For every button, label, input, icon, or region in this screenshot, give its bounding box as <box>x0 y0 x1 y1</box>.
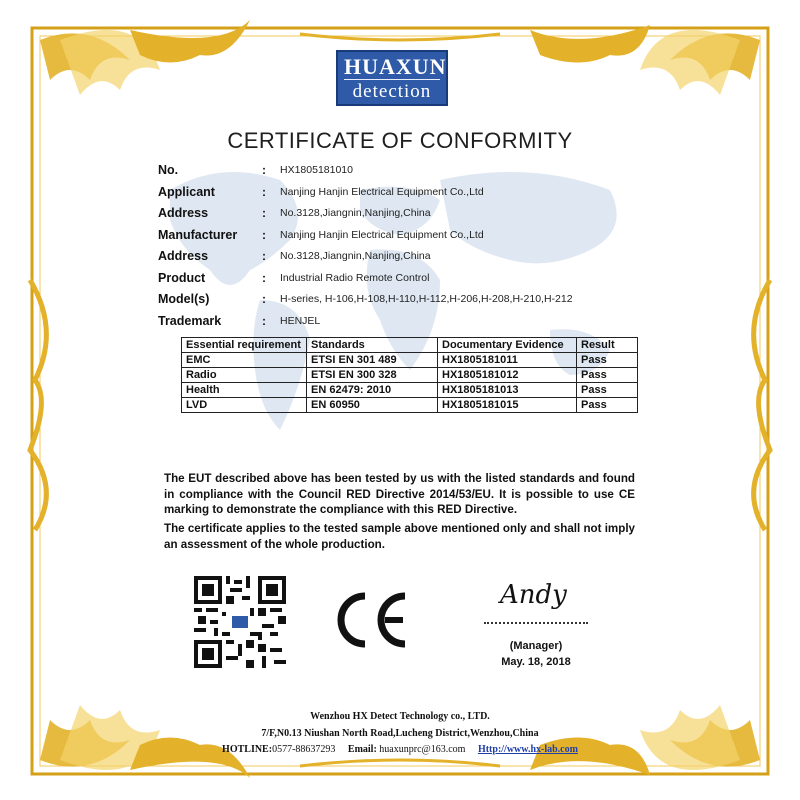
table-row <box>182 368 638 383</box>
table-cell: Health <box>182 383 307 398</box>
footer-company: Wenzhou HX Detect Technology co., LTD. <box>310 711 490 722</box>
info-value: H-series, H-106,H-108,H-110,H-112,H-206,H-208,H-210,H-212 <box>280 293 573 305</box>
table-row <box>182 398 638 413</box>
email-address[interactable]: huaxunprc@163.com <box>379 744 466 755</box>
email-label: Email: <box>347 744 377 755</box>
qr-code-icon <box>194 576 286 668</box>
hotline-label: HOTLINE: <box>222 744 273 755</box>
column-header: Result <box>577 338 638 353</box>
signatory-role: (Manager) <box>509 640 563 652</box>
ce-mark-icon <box>335 592 411 648</box>
table-cell: HX1805181012 <box>438 368 577 383</box>
table-cell: Pass <box>577 398 638 413</box>
info-value: Industrial Radio Remote Control <box>280 271 430 284</box>
info-label: Address <box>158 249 209 263</box>
signature-date: May. 18, 2018 <box>501 656 571 668</box>
table-cell: Pass <box>577 368 638 383</box>
compliance-statement: The EUT described above has been tested by us with the listed standards and found in compliance with the Council RED Directive 2014/53/EU. It is possible to use CE marking to demonstrate the compliance with this RED Directive. <box>164 472 635 516</box>
signature-line <box>484 622 588 624</box>
info-colon: : <box>262 313 266 328</box>
column-header: Essential requirement <box>182 338 307 353</box>
info-label: Trademark <box>158 313 222 328</box>
column-header: Documentary Evidence <box>438 338 577 353</box>
info-colon: : <box>262 227 266 242</box>
info-value: HENJEL <box>280 314 321 327</box>
column-header: Standards <box>307 338 438 353</box>
table-cell: EMC <box>182 353 307 368</box>
info-label: Product <box>158 270 206 285</box>
table-cell: LVD <box>182 398 307 413</box>
info-value: Nanjing Hanjin Electrical Equipment Co.,Ltd <box>280 228 484 241</box>
table-cell: Pass <box>577 383 638 398</box>
signature: Andy <box>500 580 567 610</box>
info-value: Nanjing Hanjin Electrical Equipment Co.,Ltd <box>280 185 484 198</box>
info-label: Applicant <box>158 184 215 199</box>
info-colon: : <box>262 206 266 220</box>
info-value: No.3128,Jiangnin,Nanjing,China <box>280 250 431 262</box>
table-cell: ETSI EN 300 328 <box>307 368 438 383</box>
table-cell: EN 60950 <box>307 398 438 413</box>
hotline-number: 0577-88637293 <box>272 744 336 755</box>
info-colon: : <box>262 184 266 199</box>
info-colon: : <box>262 292 266 306</box>
table-cell: ETSI EN 301 489 <box>307 353 438 368</box>
footer-address: 7/F,N0.13 Niushan North Road,Lucheng District,Wenzhou,China <box>261 728 539 739</box>
table-header-row <box>182 338 638 353</box>
info-label: Manufacturer <box>158 227 238 242</box>
scope-statement: The certificate applies to the tested sample above mentioned only and shall not imply an assessment of the whole production. <box>164 522 635 551</box>
info-value: No.3128,Jiangnin,Nanjing,China <box>280 207 431 219</box>
info-value: HX1805181010 <box>280 164 353 176</box>
requirements-table <box>181 337 638 413</box>
info-colon: : <box>262 270 266 285</box>
table-cell: HX1805181013 <box>438 383 577 398</box>
info-colon: : <box>262 249 266 263</box>
info-label: Model(s) <box>158 292 210 306</box>
info-colon: : <box>262 163 266 177</box>
logo-line-2: detection <box>352 81 432 102</box>
huaxun-detection-logo <box>336 50 448 106</box>
table-row <box>182 353 638 368</box>
info-label: No. <box>158 163 179 177</box>
footer-contact <box>0 744 800 755</box>
certificate-title: CERTIFICATE OF CONFORMITY <box>227 128 573 153</box>
info-label: Address <box>158 206 209 220</box>
table-cell: Radio <box>182 368 307 383</box>
table-row <box>182 383 638 398</box>
table-cell: HX1805181015 <box>438 398 577 413</box>
logo-line-1: HUAXUN <box>344 54 447 79</box>
website-link[interactable]: Http://www.hx-lab.com <box>477 744 578 755</box>
table-cell: HX1805181011 <box>438 353 577 368</box>
table-cell: Pass <box>577 353 638 368</box>
table-cell: EN 62479: 2010 <box>307 383 438 398</box>
